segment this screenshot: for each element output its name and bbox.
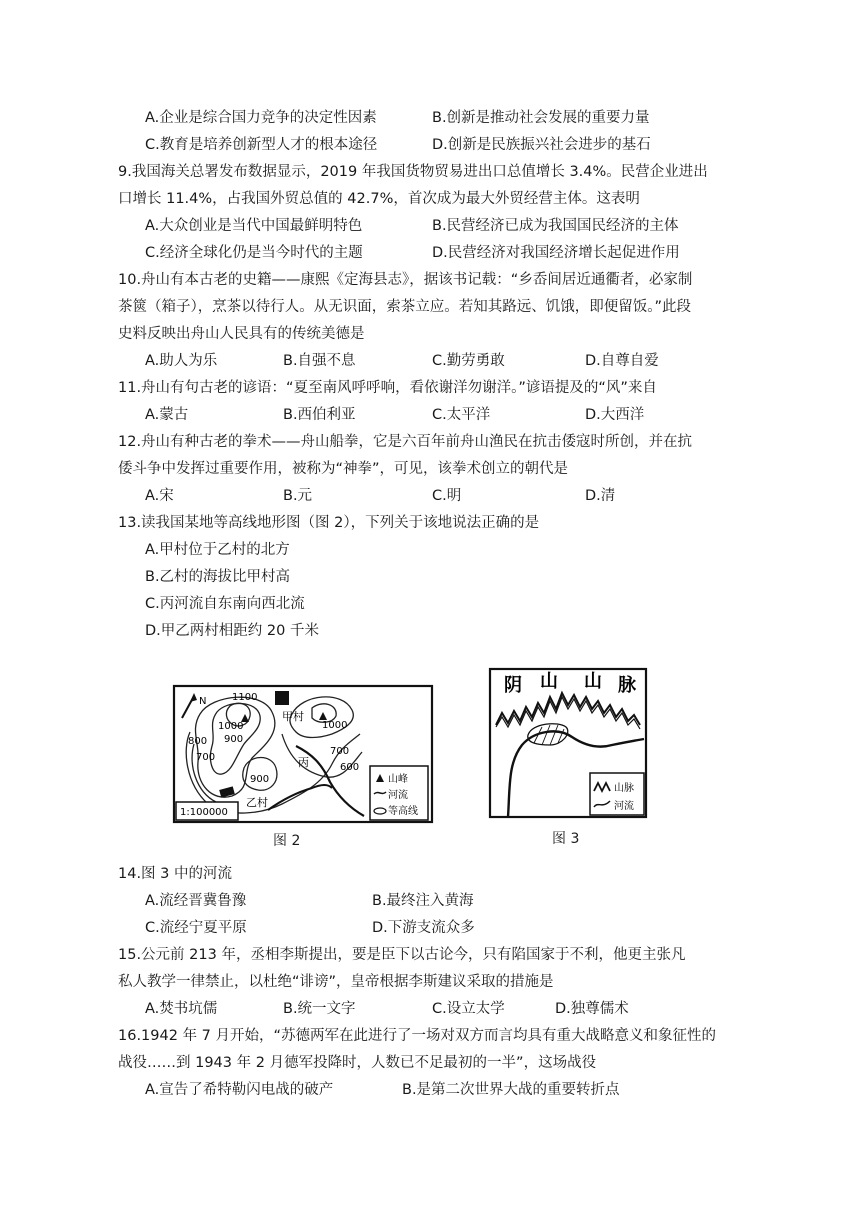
village-yi-label: 乙村 [246,796,268,809]
q12-option-c: C.明 [432,488,462,504]
legend-peak-label: 山峰 [388,774,408,785]
q13-option-b: B.乙村的海拔比甲村高 [145,569,291,585]
question-9-text-cont: 口增长 11.4%，占我国外贸总值的 42.7%，首次成为最大外贸经营主体。这表明 [118,191,640,207]
legend-river-label-3: 河流 [614,801,634,812]
q10-option-a: A.助人为乐 [145,353,218,369]
legend-contour-label: 等高线 [388,806,418,817]
question-14-text: 14.图 3 中的河流 [118,866,233,882]
question-9-text: 9.我国海关总署发布数据显示，2019 年我国货物贸易进出口总值增长 3.4%。民营企业进出 [118,164,708,180]
contour-label-1000a: 1000 [218,721,244,732]
q12-option-b: B.元 [283,488,313,504]
q9-option-c: C.经济全球化仍是当今时代的主题 [145,245,363,261]
village-jia-label: 甲村 [282,710,304,723]
north-label: N [199,696,207,707]
contour-label-800: 800 [188,736,208,747]
option-d: D.创新是民族振兴社会进步的基石 [432,137,651,153]
q11-option-d: D.大西洋 [585,407,645,423]
q15-option-a: A.焚书坑儒 [145,1001,218,1017]
contour-label-1000b: 1000 [322,720,348,731]
q13-option-a: A.甲村位于乙村的北方 [145,542,290,558]
q15-option-b: B.统一文字 [283,1001,356,1017]
legend-river-label: 河流 [388,790,408,801]
option-b: B.创新是推动社会发展的重要力量 [432,110,650,126]
option-a: A.企业是综合国力竞争的决定性因素 [145,110,377,126]
river-bing-label: 丙 [298,756,309,769]
question-11-text: 11.舟山有句古老的谚语：“夏至南风呼呼响，看依谢洋勿谢洋。”谚语提及的“风”来自 [118,380,657,396]
figure-3-caption: 图 3 [552,831,580,847]
q11-option-b: B.西伯利亚 [283,407,356,423]
q12-option-a: A.宋 [145,488,174,504]
question-10-text: 10.舟山有本古老的史籍——康熙《定海县志》，据该书记载：“乡岙间居近通衢者，必家制 [118,272,693,288]
contour-label-1100: 1100 [232,692,258,703]
question-10-text-cont: 茶篋（箱子），烹茶以待行人。从无识面，索茶立应。若知其路远、饥饿，即便留饭。”此段 [118,299,692,315]
q12-option-d: D.清 [585,488,616,504]
figure-3-yinshan-map [488,667,648,819]
question-16-text: 16.1942 年 7 月开始，“苏德两军在此进行了一场对双方而言均具有重大战略意义和象征性的 [118,1028,717,1044]
question-16-text-cont: 战役……到 1943 年 2 月德军投降时，人数已不足最初的一半”，这场战役 [118,1055,597,1071]
q14-option-c: C.流经宁夏平原 [145,920,247,936]
figure-2-contour-map [172,684,434,824]
q13-option-d: D.甲乙两村相距约 20 千米 [145,623,319,639]
mountain-char-2: 山 [540,671,558,692]
q15-option-d: D.独尊儒术 [555,1001,629,1017]
question-15-text: 15.公元前 213 年，丞相李斯提出，要是臣下以古论今，只有陷国家于不利，他更主张凡 [118,947,686,963]
mountain-char-1: 阴 [504,675,522,696]
q13-option-c: C.丙河流自东南向西北流 [145,596,305,612]
q9-option-b: B.民营经济已成为我国国民经济的主体 [432,218,679,234]
q10-option-c: C.勤劳勇敢 [432,353,505,369]
q10-option-b: B.自强不息 [283,353,356,369]
question-12-text: 12.舟山有种古老的拳术——舟山船拳，它是六百年前舟山渔民在抗击倭寇时所创，并在抗 [118,434,693,450]
mountain-char-4: 脉 [618,675,636,696]
q9-option-a: A.大众创业是当代中国最鲜明特色 [145,218,363,234]
q10-option-d: D.自尊自爱 [585,353,659,369]
q14-option-b: B.最终注入黄海 [372,893,474,909]
q11-option-a: A.蒙古 [145,407,189,423]
question-12-text-cont: 倭斗争中发挥过重要作用，被称为“神拳”，可见，该拳术创立的朝代是 [118,461,569,477]
contour-label-900a: 900 [224,734,244,745]
question-15-text-cont: 私人教学一律禁止，以杜绝“诽谤”，皇帝根据李斯建议采取的措施是 [118,974,554,990]
q15-option-c: C.设立太学 [432,1001,505,1017]
contour-label-900b: 900 [250,774,270,785]
scale-label: 1:100000 [180,807,228,818]
q14-option-a: A.流经晋冀鲁豫 [145,893,247,909]
question-10-text-cont2: 史料反映出舟山人民具有的传统美德是 [118,326,365,342]
figure-2-caption: 图 2 [273,833,301,849]
contour-label-700b: 700 [330,746,350,757]
q11-option-c: C.太平洋 [432,407,491,423]
contour-label-700a: 700 [196,752,216,763]
mountain-char-3: 山 [584,671,602,692]
legend-mountain-label: 山脉 [614,783,634,794]
question-13-text: 13.读我国某地等高线地形图（图 2），下列关于该地说法正确的是 [118,515,540,531]
q14-option-d: D.下游支流众多 [372,920,475,936]
q9-option-d: D.民营经济对我国经济增长起促进作用 [432,245,680,261]
contour-label-600: 600 [340,762,360,773]
q16-option-b: B.是第二次世界大战的重要转折点 [402,1082,620,1098]
option-c: C.教育是培养创新型人才的根本途径 [145,137,378,153]
q16-option-a: A.宣告了希特勒闪电战的破产 [145,1082,334,1098]
